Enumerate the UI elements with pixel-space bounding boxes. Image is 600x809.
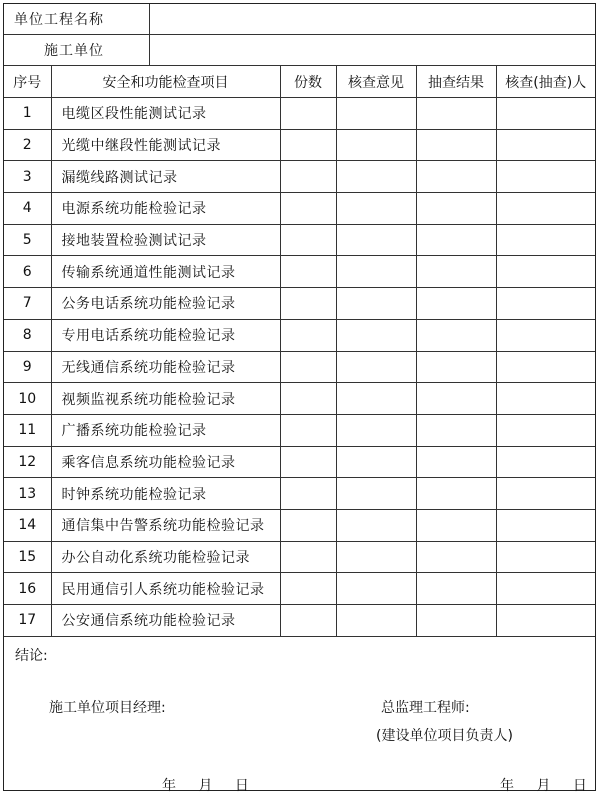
table-row [4, 319, 595, 351]
row-number: 6 [4, 256, 51, 288]
row-number: 12 [4, 446, 51, 478]
date-left[interactable] [162, 775, 249, 795]
column-header-reviewer: 核查(抽查)人 [496, 66, 595, 98]
row-item: 专用电话系统功能检验记录 [51, 319, 280, 351]
row-review-opinion-cell[interactable] [336, 478, 416, 510]
row-copies-cell[interactable] [280, 446, 336, 478]
table-row [4, 573, 595, 605]
row-review-opinion-cell[interactable] [336, 573, 416, 605]
row-spot-check-cell[interactable] [416, 414, 496, 446]
row-reviewer-cell[interactable] [496, 224, 595, 256]
day-label: 日 [234, 777, 249, 794]
table-row [4, 351, 595, 383]
owner-representative-label: (建设单位项目负责人) [376, 727, 513, 744]
row-review-opinion-cell[interactable] [336, 446, 416, 478]
row-spot-check-cell[interactable] [416, 193, 496, 225]
column-header-copies: 份数 [280, 66, 336, 98]
row-item: 民用通信引人系统功能检验记录 [51, 573, 280, 605]
row-number: 5 [4, 224, 51, 256]
date-right[interactable] [500, 775, 587, 795]
row-copies-cell[interactable] [280, 573, 336, 605]
row-number: 13 [4, 478, 51, 510]
row-number: 1 [4, 98, 51, 130]
row-copies-cell[interactable] [280, 224, 336, 256]
row-spot-check-cell[interactable] [416, 351, 496, 383]
month-label: 月 [536, 777, 551, 794]
row-spot-check-cell[interactable] [416, 288, 496, 320]
row-copies-cell[interactable] [280, 541, 336, 573]
row-number: 14 [4, 509, 51, 541]
construction-unit-row [4, 35, 595, 66]
row-review-opinion-cell[interactable] [336, 541, 416, 573]
table-row [4, 224, 595, 256]
row-copies-cell[interactable] [280, 319, 336, 351]
table-row [4, 129, 595, 161]
inspection-form [3, 3, 596, 794]
table-row [4, 541, 595, 573]
row-spot-check-cell[interactable] [416, 478, 496, 510]
row-review-opinion-cell[interactable] [336, 256, 416, 288]
row-number: 15 [4, 541, 51, 573]
row-spot-check-cell[interactable] [416, 161, 496, 193]
row-reviewer-cell[interactable] [496, 319, 595, 351]
row-reviewer-cell[interactable] [496, 129, 595, 161]
row-review-opinion-cell[interactable] [336, 129, 416, 161]
row-review-opinion-cell[interactable] [336, 605, 416, 637]
row-copies-cell[interactable] [280, 256, 336, 288]
day-label: 日 [572, 777, 587, 794]
construction-unit-label: 施工单位 [4, 35, 149, 66]
row-spot-check-cell[interactable] [416, 256, 496, 288]
row-item: 公安通信系统功能检验记录 [51, 605, 280, 637]
row-number: 7 [4, 288, 51, 320]
row-copies-cell[interactable] [280, 351, 336, 383]
row-copies-cell[interactable] [280, 478, 336, 510]
row-reviewer-cell[interactable] [496, 383, 595, 415]
row-spot-check-cell[interactable] [416, 129, 496, 161]
row-item: 通信集中告警系统功能检验记录 [51, 509, 280, 541]
row-review-opinion-cell[interactable] [336, 509, 416, 541]
table-row [4, 383, 595, 415]
row-number: 4 [4, 193, 51, 225]
inspection-table [4, 66, 595, 637]
year-label: 年 [162, 777, 176, 794]
column-header-review-opinion: 核查意见 [336, 66, 416, 98]
row-item: 接地装置检验测试记录 [51, 224, 280, 256]
row-review-opinion-cell[interactable] [336, 414, 416, 446]
row-copies-cell[interactable] [280, 509, 336, 541]
project-name-row [4, 4, 595, 35]
row-spot-check-cell[interactable] [416, 224, 496, 256]
column-header-item: 安全和功能检查项目 [51, 66, 280, 98]
row-reviewer-cell[interactable] [496, 541, 595, 573]
row-review-opinion-cell[interactable] [336, 383, 416, 415]
row-copies-cell[interactable] [280, 193, 336, 225]
row-reviewer-cell[interactable] [496, 478, 595, 510]
row-number: 17 [4, 605, 51, 637]
row-item: 时钟系统功能检验记录 [51, 478, 280, 510]
table-row [4, 446, 595, 478]
table-row [4, 605, 595, 637]
row-copies-cell[interactable] [280, 129, 336, 161]
row-item: 办公自动化系统功能检验记录 [51, 541, 280, 573]
project-manager-label: 施工单位项目经理: [49, 699, 166, 716]
row-copies-cell[interactable] [280, 161, 336, 193]
row-number: 10 [4, 383, 51, 415]
row-spot-check-cell[interactable] [416, 319, 496, 351]
project-name-label: 单位工程名称 [4, 4, 149, 35]
row-reviewer-cell[interactable] [496, 288, 595, 320]
table-row [4, 161, 595, 193]
row-item: 视频监视系统功能检验记录 [51, 383, 280, 415]
row-reviewer-cell[interactable] [496, 573, 595, 605]
table-row [4, 256, 595, 288]
table-row [4, 414, 595, 446]
project-info-table [4, 4, 595, 66]
row-reviewer-cell[interactable] [496, 351, 595, 383]
column-header-number: 序号 [4, 66, 51, 98]
row-review-opinion-cell[interactable] [336, 351, 416, 383]
row-spot-check-cell[interactable] [416, 383, 496, 415]
year-label: 年 [500, 777, 514, 794]
conclusion-label: 结论: [15, 647, 48, 664]
row-number: 11 [4, 414, 51, 446]
row-reviewer-cell[interactable] [496, 256, 595, 288]
row-item: 电源系统功能检验记录 [51, 193, 280, 225]
row-review-opinion-cell[interactable] [336, 98, 416, 130]
row-copies-cell[interactable] [280, 98, 336, 130]
row-item: 传输系统通道性能测试记录 [51, 256, 280, 288]
row-number: 3 [4, 161, 51, 193]
table-row [4, 509, 595, 541]
row-item: 乘客信息系统功能检验记录 [51, 446, 280, 478]
column-header-spot-check-result: 抽查结果 [416, 66, 496, 98]
row-number: 9 [4, 351, 51, 383]
row-item: 电缆区段性能测试记录 [51, 98, 280, 130]
row-reviewer-cell[interactable] [496, 605, 595, 637]
row-number: 2 [4, 129, 51, 161]
table-row [4, 193, 595, 225]
row-number: 8 [4, 319, 51, 351]
row-review-opinion-cell[interactable] [336, 193, 416, 225]
row-copies-cell[interactable] [280, 288, 336, 320]
project-name-field[interactable] [149, 4, 595, 35]
row-review-opinion-cell[interactable] [336, 161, 416, 193]
row-spot-check-cell[interactable] [416, 541, 496, 573]
row-item: 广播系统功能检验记录 [51, 414, 280, 446]
row-reviewer-cell[interactable] [496, 414, 595, 446]
row-reviewer-cell[interactable] [496, 446, 595, 478]
row-reviewer-cell[interactable] [496, 98, 595, 130]
row-review-opinion-cell[interactable] [336, 288, 416, 320]
row-item: 公务电话系统功能检验记录 [51, 288, 280, 320]
row-copies-cell[interactable] [280, 605, 336, 637]
table-row [4, 98, 595, 130]
row-spot-check-cell[interactable] [416, 573, 496, 605]
row-item: 漏缆线路测试记录 [51, 161, 280, 193]
conclusion-section [4, 637, 595, 809]
row-reviewer-cell[interactable] [496, 509, 595, 541]
row-spot-check-cell[interactable] [416, 98, 496, 130]
table-row [4, 288, 595, 320]
table-row [4, 478, 595, 510]
row-reviewer-cell[interactable] [496, 193, 595, 225]
row-spot-check-cell[interactable] [416, 605, 496, 637]
row-copies-cell[interactable] [280, 383, 336, 415]
row-spot-check-cell[interactable] [416, 446, 496, 478]
construction-unit-field[interactable] [149, 35, 595, 66]
row-item: 光缆中继段性能测试记录 [51, 129, 280, 161]
month-label: 月 [198, 777, 213, 794]
row-review-opinion-cell[interactable] [336, 224, 416, 256]
row-number: 16 [4, 573, 51, 605]
row-reviewer-cell[interactable] [496, 161, 595, 193]
row-item: 无线通信系统功能检验记录 [51, 351, 280, 383]
row-copies-cell[interactable] [280, 414, 336, 446]
table-header-row [4, 66, 595, 98]
row-spot-check-cell[interactable] [416, 509, 496, 541]
chief-supervisor-label: 总监理工程师: [381, 699, 470, 716]
row-review-opinion-cell[interactable] [336, 319, 416, 351]
